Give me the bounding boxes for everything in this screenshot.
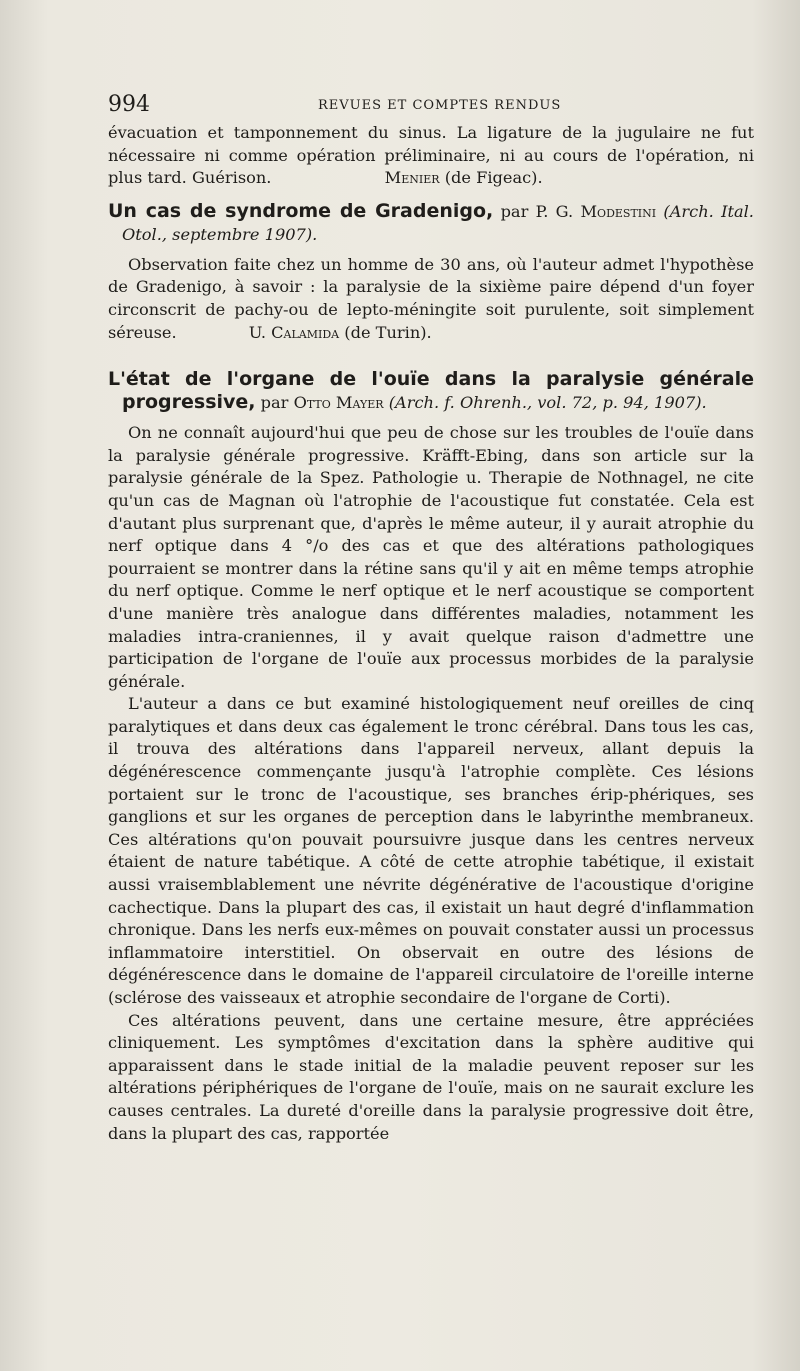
- article1-body: Observation faite chez un homme de 30 ans, où l'auteur admet l'hypothèse de Gradenigo, à savoir : la paralysie de la sixième paire dépend d'un foyer circonscrit de pachy-ou de lepto-méningite soit purulente, soit simplement séreuse. U. Calamida (de Turin).: [108, 254, 754, 342]
- article2-paragraph-3: Ces altérations peuvent, dans une certaine mesure, être appréciées cliniquement. Les symptômes d'excitation dans la sphère auditive qui apparaissent dans le stade initial de la maladie peuvent reposer sur les altérations périphériques de l'organe de l'ouïe, mais on ne saurait exclure les causes centrales. La dureté d'oreille dans la paralysie progressive doit être, dans la plupart des cas, rapportée: [108, 1010, 754, 1143]
- article2-paragraph-1: On ne connaît aujourd'hui que peu de chose sur les troubles de l'ouïe dans la paralysie générale progressive. Kräfft-Ebing, dans son article sur la paralysie générale de la Spez. Pathologie u. Therapie de Nothnagel, ne cite qu'un cas de Magnan où l'atrophie de l'acoustique fut constatée. Cela est d'autant plus surprenant que, d'après le même auteur, il y aurait atrophie du nerf optique dans 4 °/o des cas et que des altérations pathologiques pourraient se montrer dans la rétine sans qu'il y ait en même temps atrophie du nerf optique. Comme le nerf optique et le nerf acoustique se comportent d'une manière très analogue dans différentes maladies, notamment les maladies intra-craniennes, il y avait quelque raison d'admettre une participation de l'organe de l'ouïe aux processus morbides de la paralysie générale.: [108, 423, 754, 691]
- page-header: [108, 92, 754, 122]
- article2-title: L'état de l'organe de l'ouïe dans la paralysie générale progressive,: [108, 368, 754, 414]
- article1-reviewer-place: (de Turin).: [344, 322, 432, 342]
- article1-by: par: [500, 201, 529, 221]
- article2-heading: [108, 368, 754, 414]
- article2-by: par: [260, 393, 289, 413]
- running-head: REVUES ET COMPTES RENDUS: [318, 98, 562, 113]
- article1-heading: [108, 200, 754, 246]
- intro-author: Menier: [384, 168, 440, 188]
- article2-author: Otto Mayer: [293, 393, 384, 413]
- article1-reviewer: U. Calamida: [248, 322, 340, 342]
- intro-text: évacuation et tamponnement du sinus. La ligature de la jugulaire ne fut nécessaire ni comme opération préliminaire, ni au cours de l'opération, ni plus tard. Guérison.: [108, 123, 754, 188]
- page-number: 994: [108, 92, 150, 117]
- article1-title: Un cas de syndrome de Gradenigo,: [108, 199, 494, 222]
- intro-paragraph: [108, 122, 754, 190]
- article1-ref: (Arch. Ital. Otol., septembre 1907).: [122, 201, 754, 244]
- article2-ref: (Arch. f. Ohrenh., vol. 72, p. 94, 1907).: [388, 393, 707, 413]
- text-column: [108, 92, 754, 1145]
- intro-place: (de Figeac).: [444, 168, 543, 188]
- article1-author: P. G. Modestini: [535, 201, 657, 221]
- article2-paragraph-2: L'auteur a dans ce but examiné histologiquement neuf oreilles de cinq paralytiques et dans deux cas également le tronc cérébral. Dans tous les cas, il trouva des altérations dans l'appareil nerveux, allant depuis la dégénérescence commençante jusqu'à l'atrophie complète. Ces lésions portaient sur le tronc de l'acoustique, ses branches érip-phériques, ses ganglions et sur les organes de perception dans le labyrinthe membraneux. Ces altérations qu'on pouvait poursuivre jusque dans les centres nerveux étaient de nature tabétique. A côté de cette atrophie tabétique, il existait aussi vraisemblablement une névrite dégénérative de l'acoustique d'origine cachectique. Dans la plupart des cas, il existait un haut degré d'inflammation chronique. Dans les nerfs eux-mêmes on pouvait constater aussi un processus inflammatoire interstitiel. On observait en outre des lésions de dégénérescence dans le domaine de l'appareil circulatoire de l'oreille interne (sclérose des vaisseaux et atrophie secondaire de l'organe de Corti).: [108, 694, 754, 1007]
